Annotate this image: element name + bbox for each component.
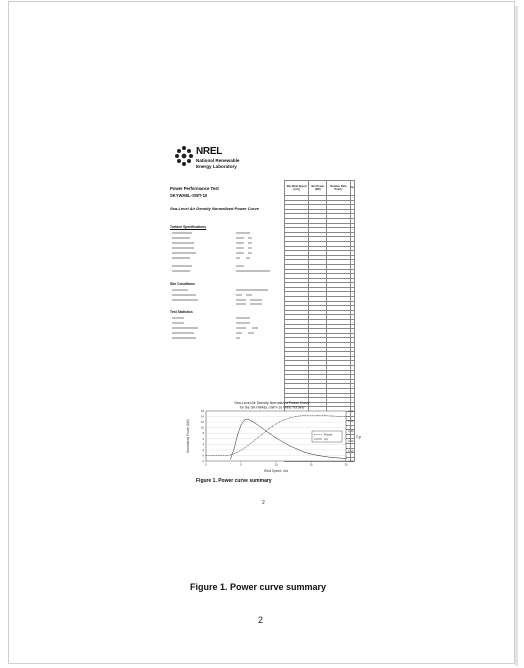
y-tick-label: 16 bbox=[200, 409, 204, 413]
power-point bbox=[206, 455, 207, 456]
x-tick-label: 20 bbox=[344, 462, 348, 467]
chart-title-line1: Sea-Level Air Density Normalized Power Curve bbox=[234, 401, 310, 405]
control-lines bbox=[170, 264, 280, 276]
y-tick-label: 4 bbox=[202, 442, 204, 447]
section-site-conditions: Site Conditions bbox=[170, 282, 195, 286]
power-curve-chart bbox=[180, 398, 360, 474]
chart-title-line2: for the SKYWAEL-SWT-10 Wind Turbine bbox=[239, 405, 305, 410]
cp-point bbox=[318, 455, 319, 456]
y2-tick-label: 0.20 bbox=[348, 439, 354, 443]
y-tick-label: 12 bbox=[200, 420, 204, 425]
power-point bbox=[318, 415, 319, 416]
power-point bbox=[279, 422, 280, 423]
power-point bbox=[272, 426, 273, 427]
power-point bbox=[251, 442, 252, 443]
power-point bbox=[237, 452, 238, 453]
cp-point bbox=[237, 435, 238, 436]
y-tick-label: 0 bbox=[202, 453, 204, 458]
x-tick-label: 15 bbox=[309, 462, 313, 467]
report-title: Power Performance Test bbox=[170, 186, 219, 191]
y-tick-label: 10 bbox=[200, 425, 204, 430]
cp-point bbox=[325, 456, 326, 457]
power-point bbox=[262, 434, 263, 435]
power-point bbox=[230, 455, 231, 456]
chart-legend bbox=[312, 431, 342, 442]
figure-caption-small: Figure 1. Power curve summary bbox=[196, 478, 272, 484]
page-number: 2 bbox=[258, 615, 264, 625]
legend-cp: Cp bbox=[324, 437, 328, 441]
power-point bbox=[258, 437, 259, 438]
power-point bbox=[332, 416, 333, 417]
cp-point bbox=[269, 433, 270, 434]
figure-caption: Figure 1. Power curve summary bbox=[190, 582, 327, 592]
y-tick-label: 6 bbox=[202, 436, 204, 441]
y-tick-label: -2 bbox=[201, 459, 204, 463]
cp-point bbox=[276, 438, 277, 439]
org-name: National Renewable Energy Laboratory bbox=[196, 158, 240, 169]
power-point bbox=[325, 415, 326, 416]
cp-point bbox=[283, 442, 284, 443]
y-axis-label: Normalized Power (kW) bbox=[186, 419, 190, 453]
x-tick-label: 10 bbox=[274, 462, 278, 467]
cp-point bbox=[290, 446, 291, 447]
x-tick-label: 0 bbox=[205, 462, 207, 467]
cp-point bbox=[251, 421, 252, 422]
table-header: Bin Wind Speed (m/s) bbox=[285, 181, 309, 196]
page-number-small: 2 bbox=[262, 500, 265, 506]
cp-point bbox=[297, 449, 298, 450]
power-point bbox=[244, 448, 245, 449]
table-header: Cp bbox=[350, 181, 354, 196]
power-point bbox=[304, 415, 305, 416]
section-turbine-specs: Turbine Specifications bbox=[170, 225, 207, 229]
table-header: Bin Power (kW) bbox=[309, 181, 327, 196]
turbine-specs-lines bbox=[170, 231, 280, 265]
logo-wordmark: NREL bbox=[196, 146, 223, 157]
y-tick-label: 8 bbox=[202, 431, 204, 436]
power-point bbox=[234, 453, 235, 454]
y2-tick-label: 0.10 bbox=[348, 449, 354, 453]
turbine-model: SKYWAEL-SWT-10 bbox=[170, 193, 208, 198]
cp-point bbox=[241, 425, 242, 426]
legend-power: Power bbox=[324, 432, 333, 437]
cp-point bbox=[255, 423, 256, 424]
y-tick-label: 2 bbox=[202, 447, 204, 452]
power-point bbox=[220, 455, 221, 456]
power-point bbox=[290, 418, 291, 419]
cp-point bbox=[248, 419, 249, 420]
cp-point bbox=[304, 452, 305, 453]
site-conditions-lines bbox=[170, 288, 280, 306]
cp-point bbox=[234, 449, 235, 450]
power-point bbox=[276, 424, 277, 425]
cp-point bbox=[339, 458, 340, 459]
cp-point bbox=[230, 459, 231, 460]
power-point bbox=[269, 428, 270, 429]
cp-point bbox=[311, 454, 312, 455]
cp-point bbox=[346, 458, 347, 459]
test-statistics-lines bbox=[170, 316, 280, 344]
power-point bbox=[311, 415, 312, 416]
power-point bbox=[241, 450, 242, 451]
y2-axis-label: Cp bbox=[356, 434, 362, 439]
y-tick-label: 14 bbox=[200, 414, 204, 419]
power-point bbox=[265, 431, 266, 432]
cp-point bbox=[332, 457, 333, 458]
section-test-statistics: Test Statistics bbox=[170, 310, 193, 314]
power-point bbox=[213, 455, 214, 456]
power-point bbox=[339, 416, 340, 417]
x-axis-label: Wind Speed, m/s bbox=[263, 469, 289, 473]
x-tick-label: 5 bbox=[240, 462, 242, 467]
y2-tick-label: 0.00 bbox=[348, 459, 354, 463]
y2-tick-label: 0.50 bbox=[348, 409, 354, 413]
power-point bbox=[346, 416, 347, 417]
y2-tick-label: 0.30 bbox=[348, 429, 354, 433]
cp-point bbox=[244, 420, 245, 421]
power-point bbox=[297, 416, 298, 417]
y2-tick-label: 0.40 bbox=[348, 419, 354, 423]
power-point bbox=[227, 455, 228, 456]
power-point bbox=[255, 440, 256, 441]
power-point bbox=[248, 445, 249, 446]
table-header: Number Data Points bbox=[327, 181, 350, 196]
cp-point bbox=[262, 428, 263, 429]
power-point bbox=[283, 420, 284, 421]
report-subtitle: Sea-Level Air Density Normalized Power Curve bbox=[170, 206, 259, 211]
